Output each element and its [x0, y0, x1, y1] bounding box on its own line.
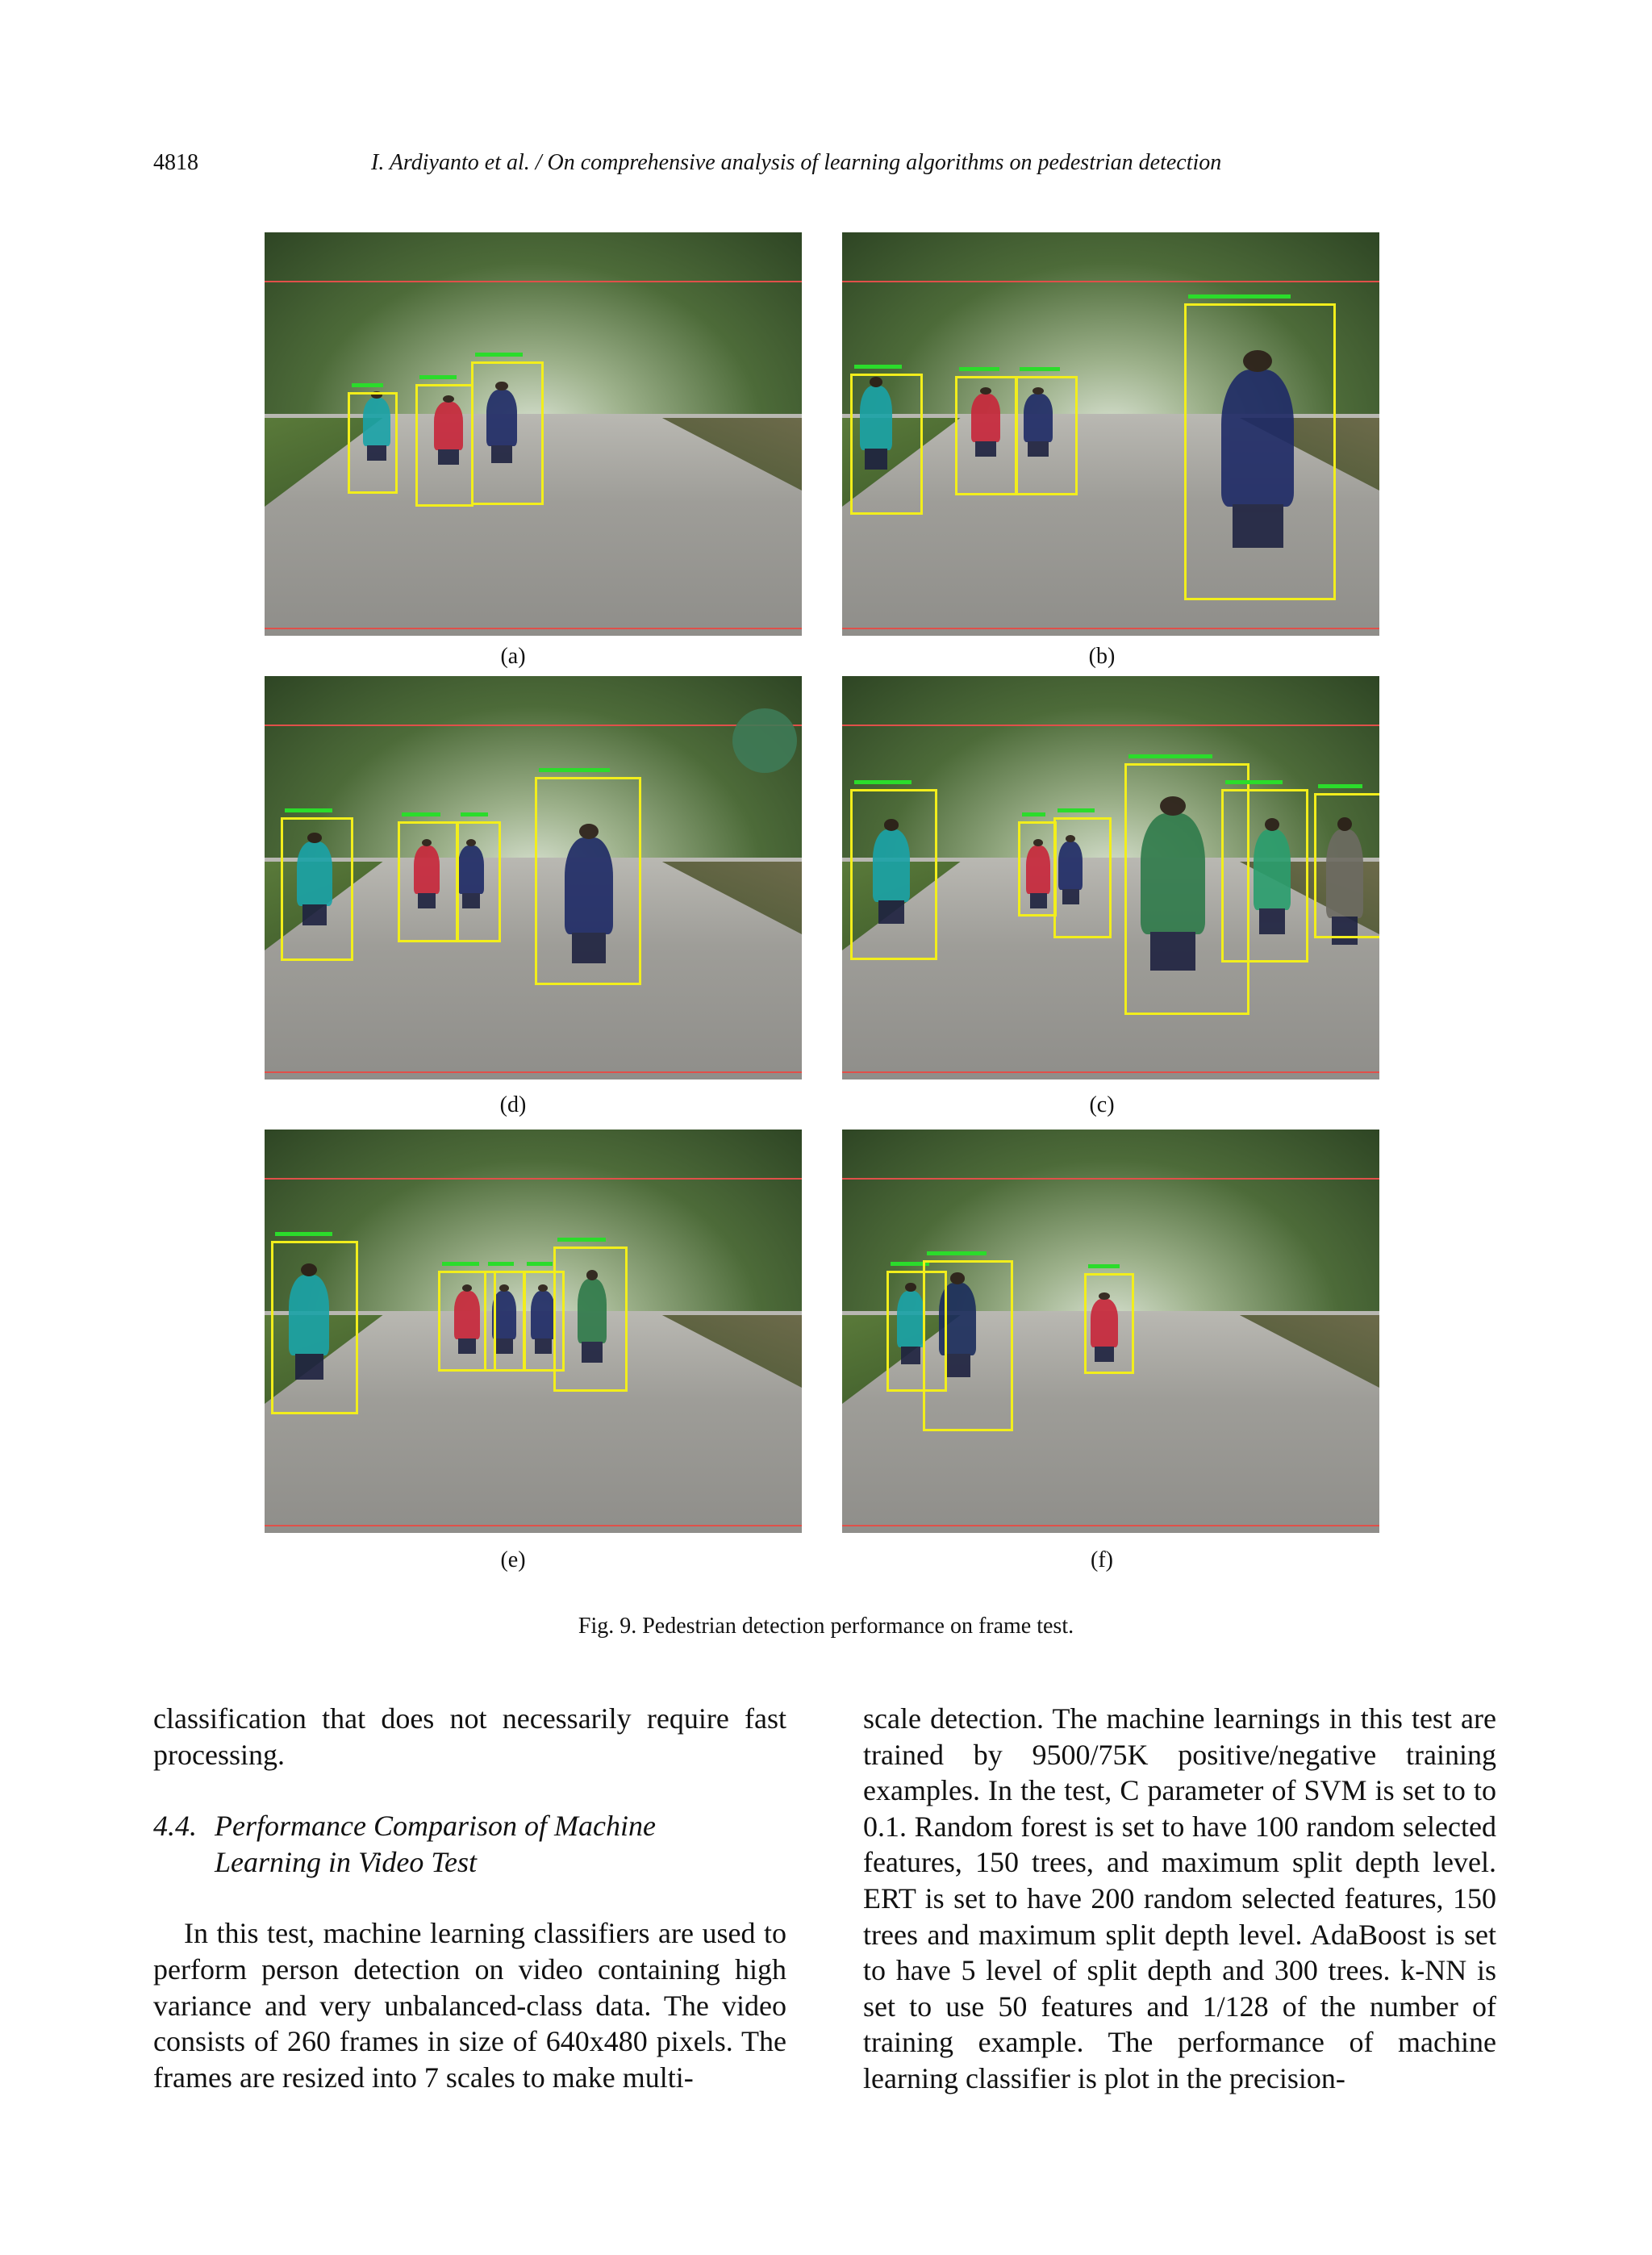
- detection-box: [281, 817, 353, 961]
- detection-box: [457, 821, 501, 942]
- subcaption-d: (d): [499, 1092, 527, 1117]
- detection-box: [1084, 1273, 1134, 1374]
- detection-box: [1314, 793, 1379, 938]
- detection-box: [1184, 303, 1336, 600]
- detection-box: [923, 1260, 1013, 1431]
- detection-box: [850, 374, 923, 515]
- section-title-line1: Performance Comparison of Machine: [215, 1810, 656, 1843]
- detection-box: [553, 1247, 628, 1392]
- detection-box: [348, 392, 398, 494]
- left-paragraph: In this test, machine learning classifiers are used to perform person detection on video containing high variance and very unbalanced-class data. The video consists of 260 frames in size of 640x480 pixels. The frames are resized into 7 scales to make multi-: [153, 1917, 786, 2094]
- section-number: 4.4.: [153, 1810, 197, 1843]
- left-intro-text: classification that does not necessarily require fast processing.: [153, 1702, 786, 1771]
- page-number: 4818: [153, 150, 198, 175]
- running-title: I. Ardiyanto et al. / On comprehensive analysis of learning algorithms on pedestrian detection: [371, 150, 1222, 175]
- running-header: [153, 145, 1492, 186]
- subcaption-e: (e): [500, 1547, 526, 1572]
- section-heading: [153, 1808, 786, 1880]
- detection-box: [415, 384, 473, 507]
- detection-box: [398, 821, 458, 942]
- figure-caption: Fig. 9. Pedestrian detection performance on frame test.: [578, 1614, 1074, 1639]
- detection-box: [1221, 789, 1308, 963]
- detection-box: [850, 789, 937, 960]
- detection-box: [1018, 821, 1057, 917]
- detection-box: [535, 777, 641, 985]
- frame-c-image: [842, 676, 1379, 1079]
- frame-b-image: [842, 232, 1379, 636]
- frame-a-image: [265, 232, 802, 636]
- subcaption-b: (b): [1088, 644, 1116, 669]
- subcaption-c: (c): [1089, 1092, 1115, 1117]
- detection-box: [1053, 817, 1112, 938]
- detection-box: [471, 361, 544, 505]
- section-title-line2: Learning in Video Test: [215, 1845, 478, 1878]
- subcaption-f: (f): [1091, 1547, 1113, 1572]
- frame-d-image: [265, 676, 802, 1079]
- frame-e-image: [265, 1130, 802, 1533]
- right-paragraph: scale detection. The machine learnings in this test are trained by 9500/75K positive/negative training examples. In the test, C parameter of SVM is set to to 0.1. Random forest is set to have 100 random selected features, 150 trees, and maximum split depth level. ERT is set to have 200 random selected features, 150 trees and maximum split depth level. AdaBoost is set to have 5 level of split depth and 300 trees. k-NN is set to use 50 features and 1/128 of the number of training example. The performance of machine learning classifier is plot in the precision-: [863, 1702, 1496, 2094]
- detection-box: [955, 376, 1017, 495]
- right-column: [863, 1701, 1496, 2097]
- left-column: [153, 1701, 786, 2095]
- subcaption-a: (a): [500, 644, 526, 669]
- detection-box: [271, 1241, 358, 1414]
- detection-box: [484, 1271, 526, 1372]
- detection-box: [1016, 376, 1078, 495]
- frame-f-image: [842, 1130, 1379, 1533]
